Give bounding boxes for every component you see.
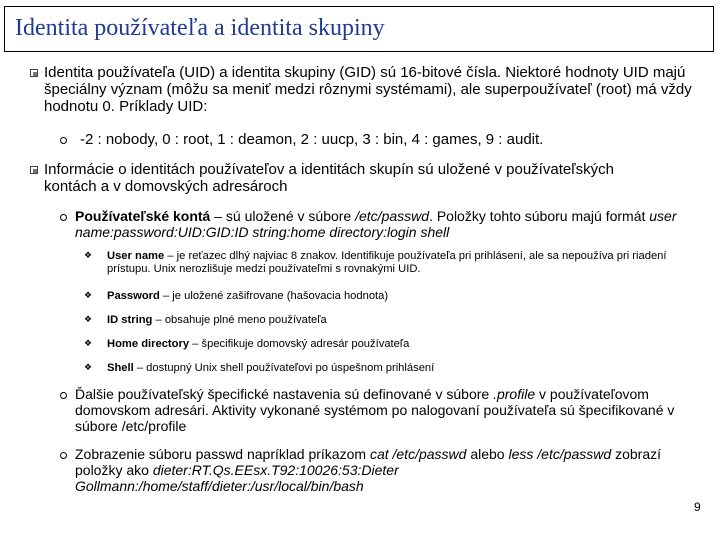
accounts-text-b: . Položky tohto súboru majú formát [429, 208, 650, 224]
accounts-text-a: – sú uložené v súbore [210, 208, 356, 224]
field-text [107, 290, 697, 303]
display-text-a: Zobrazenie súboru passwd napríklad príkazom [75, 446, 370, 462]
circle-bullet-icon [60, 392, 67, 399]
accounts-term: Používateľské kontá [75, 208, 211, 224]
field-text [107, 314, 697, 327]
display-text-c: zobrazí položky ako [75, 446, 662, 478]
field-desc: – obsahuje plné meno používateľa [152, 314, 327, 326]
uid-intro-text: Identita používateľa (UID) a identita skupiny (GID) sú 16-bitové čísla. Niektoré hodnoty UID majú špeciálny význam (môžu sa meniť medzi rôznymi systémami), ale superpoužívateľ (root) má vždy hodnotu 0. Príklady UID: [44, 64, 692, 115]
profile-text-a: Ďalšie používateľský špecifické nastavenia sú definované v súbore [75, 386, 494, 402]
field-text [107, 250, 697, 276]
slide-title: Identita používateľa a identita skupiny [15, 15, 385, 41]
profile-text-b: v používateľovom domovskom adresári. Aktivity vykonané systémom po nalogovaní používateľa sú špecifikované v súbore /etc/profile [75, 386, 675, 434]
passwd-example-line: dieter:RT.Qs.EEsx.T92:10026:53:Dieter Gollmann:/home/staff/dieter:/usr/local/bin/bash [75, 462, 399, 494]
field-term: Password [107, 290, 160, 302]
field-text [107, 362, 697, 375]
passwd-file: /etc/passwd [355, 208, 430, 224]
uid-examples-text: -2 : nobody, 0 : root, 1 : deamon, 2 : uucp, 3 : bin, 4 : games, 9 : audit. [80, 131, 544, 148]
square-bullet-icon [30, 166, 38, 174]
field-term: Shell [107, 362, 134, 374]
diamond-bullet-icon: ❖ [84, 251, 93, 261]
page-number: 9 [694, 500, 701, 514]
field-term: Home directory [107, 338, 190, 350]
less-command: less /etc/passwd [508, 446, 612, 462]
display-text-b: alebo [466, 446, 509, 462]
diamond-bullet-icon: ❖ [84, 291, 93, 301]
cat-command: cat /etc/passwd [369, 446, 467, 462]
slide-title-box [4, 6, 714, 52]
square-bullet-icon [30, 69, 38, 77]
accounts-text [75, 208, 685, 240]
circle-bullet-icon [60, 452, 67, 459]
circle-bullet-icon [60, 214, 67, 221]
field-desc: – dostupný Unix shell používateľovi po úspešnom prihlásení [133, 362, 435, 374]
field-term: ID string [107, 314, 153, 326]
diamond-bullet-icon: ❖ [84, 315, 93, 325]
profile-text [75, 386, 685, 434]
field-term: User name [107, 250, 165, 262]
diamond-bullet-icon: ❖ [84, 339, 93, 349]
field-desc: – je reťazec dlhý najviac 8 znakov. Identifikuje používateľa pri prihlásení, ale sa nepoužíva pri riadení prístupu. Unix nerozlišuje medzi používateľmi s rovnakými UID. [107, 250, 667, 275]
circle-bullet-icon [60, 137, 67, 144]
field-desc: – špecifikuje domovský adresár používateľa [189, 338, 410, 350]
passwd-format: user name:password:UID:GID:ID string:home directory:login shell [75, 208, 677, 240]
diamond-bullet-icon: ❖ [84, 363, 93, 373]
field-desc: – je uložené zašifrovane (hašovacia hodnota) [159, 290, 389, 302]
field-text [107, 338, 697, 351]
profile-file: .profile [493, 386, 536, 402]
storage-intro-text: Informácie o identitách používateľov a identitách skupín sú uložené v používateľských kontách a v domovských adresároch [44, 161, 614, 195]
display-text [75, 446, 685, 494]
